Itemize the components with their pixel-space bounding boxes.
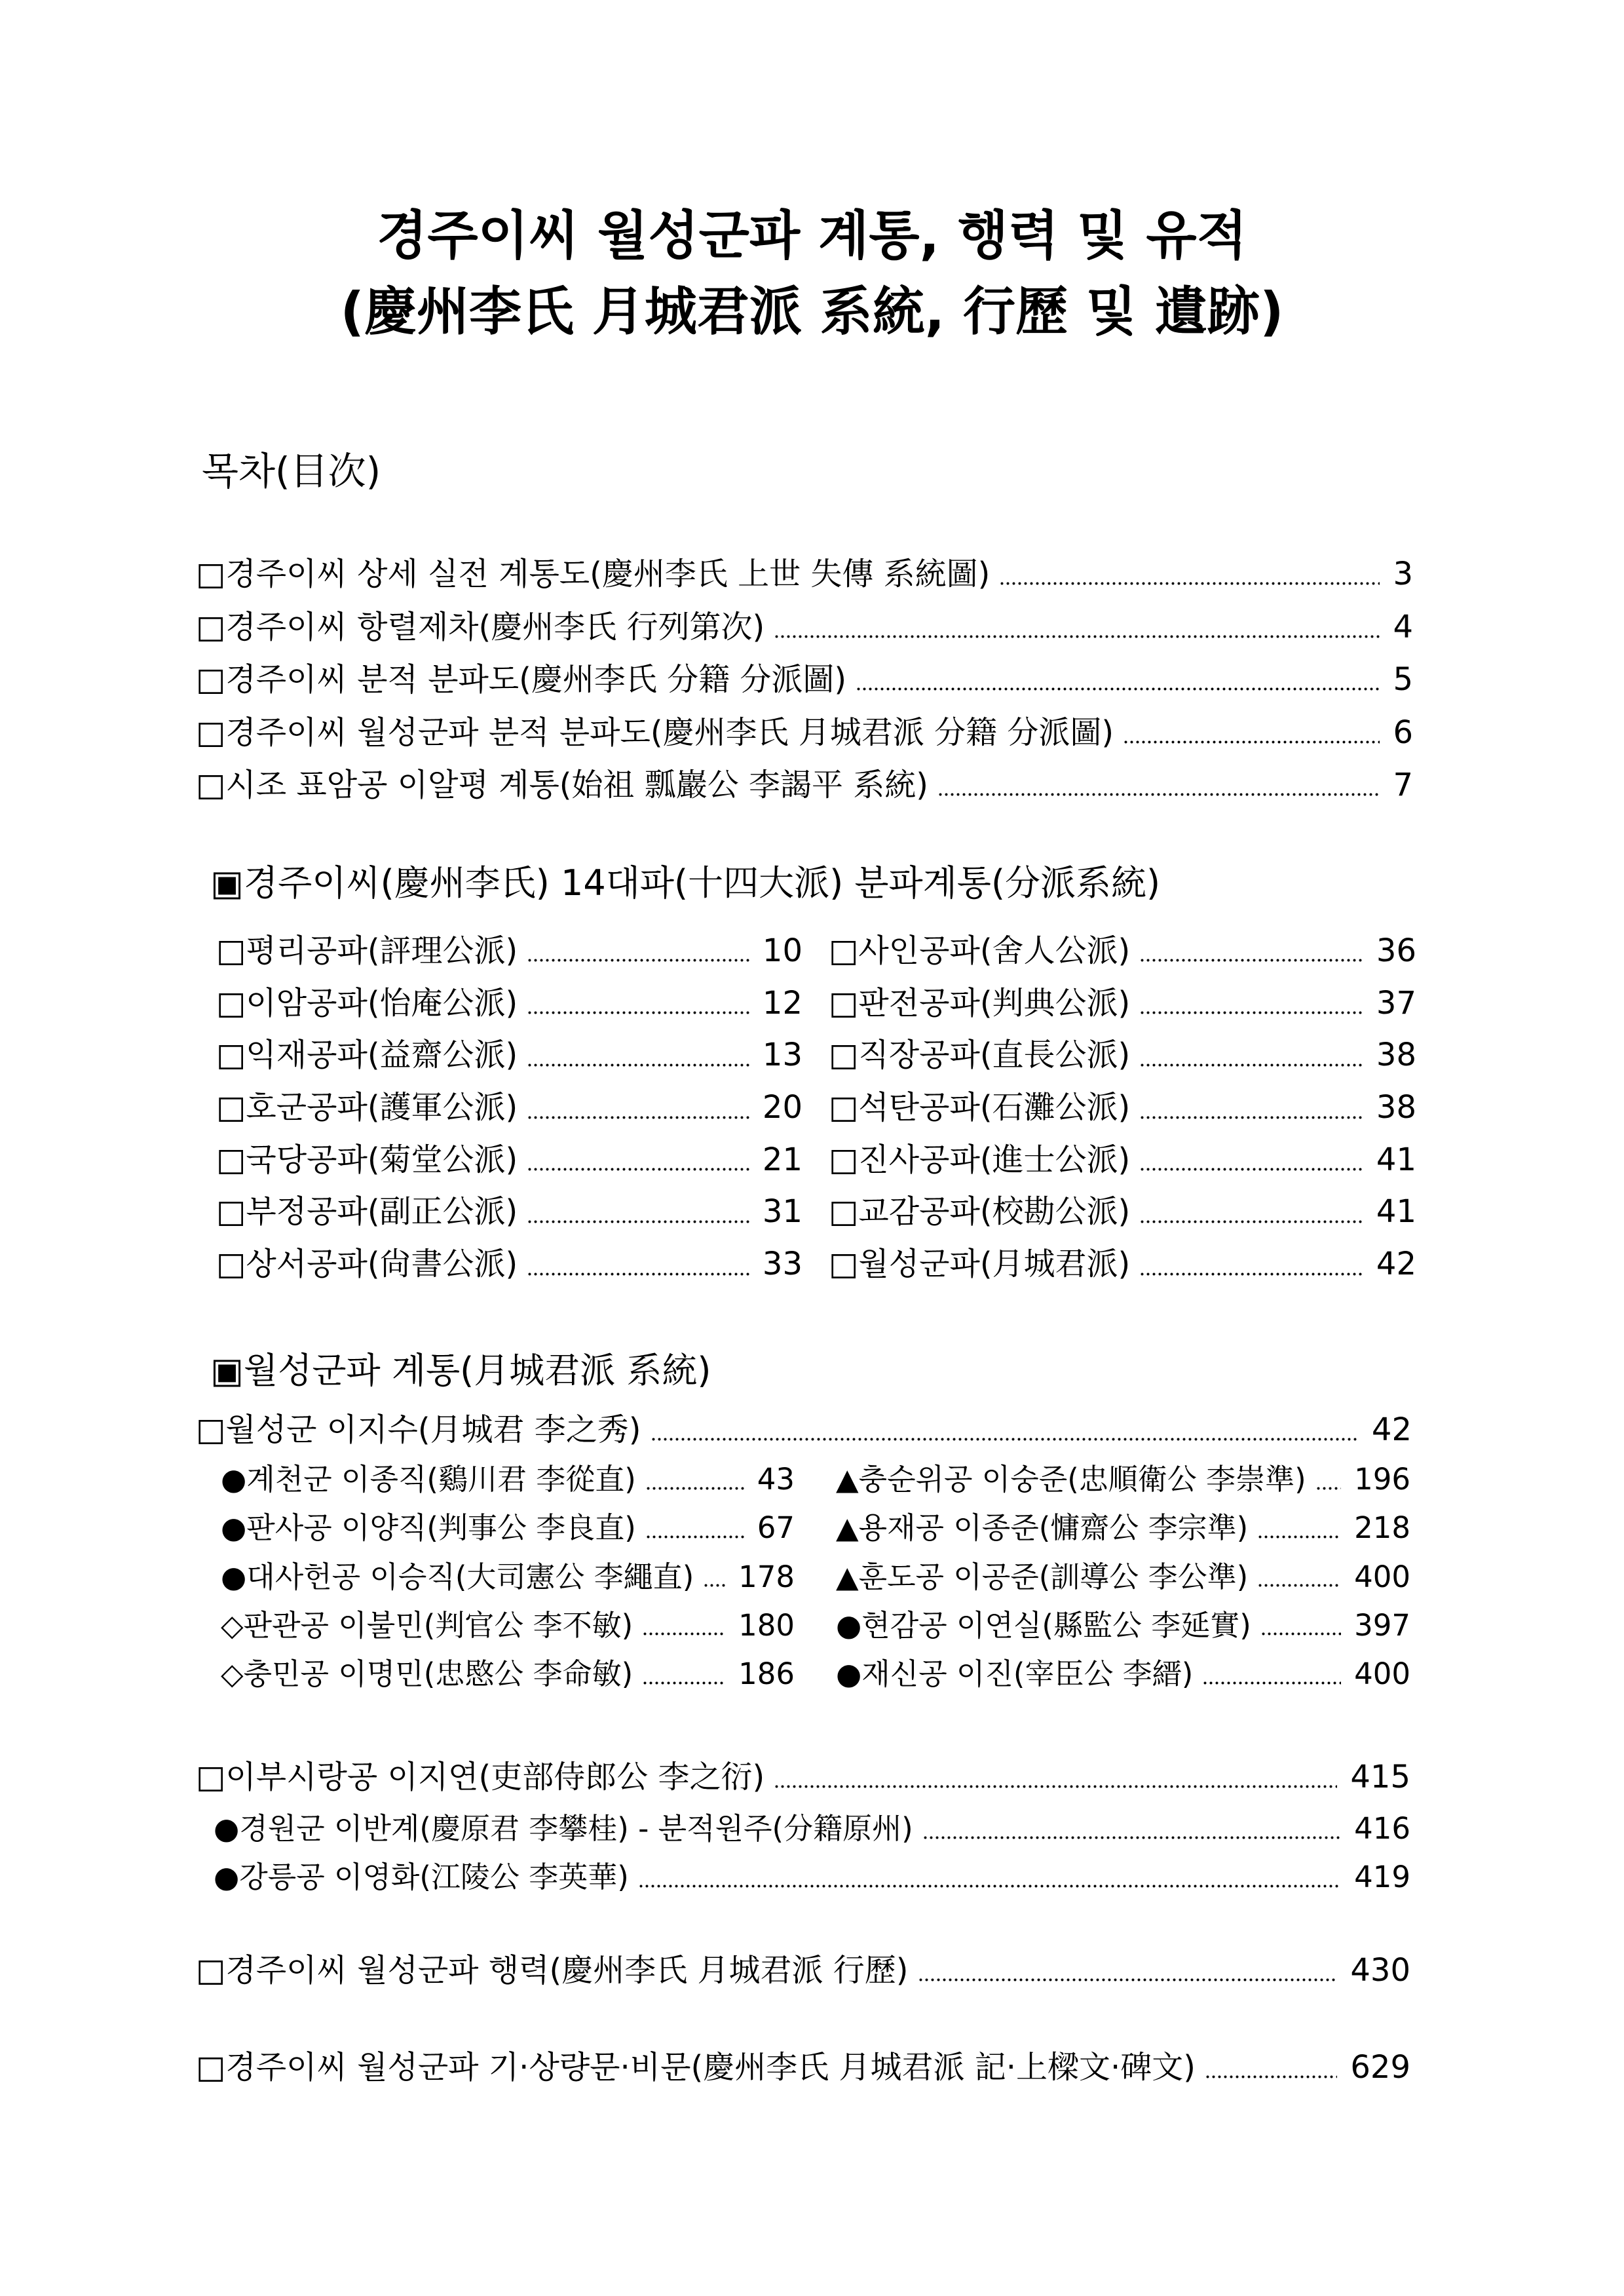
page-number: 13 xyxy=(762,1037,803,1074)
toc-entry xyxy=(829,1186,1416,1238)
toc-entry xyxy=(836,1504,1410,1552)
toc-entry-title: ◇충민공 이명민(忠愍公 李命敏) xyxy=(221,1656,633,1691)
page-number: 5 xyxy=(1393,661,1413,698)
toc-entry xyxy=(196,1751,1410,1803)
toc-entry xyxy=(836,1601,1410,1650)
closing-entry-inscriptions xyxy=(196,2041,1410,2094)
toc-entry-title: □사인공파(舍人公派) xyxy=(829,932,1131,969)
dot-leader xyxy=(937,759,1380,812)
toc-entry xyxy=(196,759,1413,812)
toc-entry-title: □상서공파(尙書公派) xyxy=(216,1246,518,1283)
toc-entry-title: ▲훈도공 이공준(訓導公 李公準) xyxy=(836,1559,1249,1594)
page-number: 38 xyxy=(1376,1037,1416,1074)
toc-entry-title: ●현감공 이연실(縣監公 李延實) xyxy=(836,1607,1251,1643)
dot-leader xyxy=(703,1553,725,1601)
title-hanja: (慶州李氏 月城君派 系統, 行歷 및 遺跡) xyxy=(340,281,1284,342)
dot-leader xyxy=(1315,1455,1341,1504)
dot-leader xyxy=(638,1853,1341,1902)
dot-leader xyxy=(527,1238,749,1291)
page-number: 180 xyxy=(738,1607,795,1643)
wolseong-root xyxy=(196,1404,1412,1456)
dot-leader xyxy=(645,1504,744,1552)
page-number: 629 xyxy=(1350,2049,1410,2086)
dot-leader xyxy=(642,1650,725,1698)
dot-leader xyxy=(1257,1504,1341,1552)
branch-list-left xyxy=(216,925,803,1291)
toc-entry xyxy=(216,925,803,978)
dot-leader xyxy=(1257,1553,1341,1601)
page-number: 42 xyxy=(1371,1411,1412,1448)
toc-entry xyxy=(216,1134,803,1187)
page-number: 4 xyxy=(1393,608,1413,645)
page-number: 196 xyxy=(1354,1462,1410,1497)
page-number: 3 xyxy=(1393,556,1413,592)
toc-entry-title: ●강릉공 이영화(江陵公 李英華) xyxy=(214,1860,629,1894)
dot-leader xyxy=(1139,1186,1363,1238)
dot-leader xyxy=(1139,1134,1363,1187)
dot-leader xyxy=(527,1186,749,1238)
ibu-children-list xyxy=(214,1805,1410,1902)
toc-entry xyxy=(196,1404,1412,1456)
branch-list-right xyxy=(829,925,1416,1291)
toc-entry-title: ▲충순위공 이숭준(忠順衛公 李崇準) xyxy=(836,1462,1306,1497)
dot-leader xyxy=(527,1029,749,1082)
toc-entry-title: ●경원군 이반계(慶原君 李攀桂) - 분적원주(分籍原州) xyxy=(214,1811,913,1846)
page-number: 33 xyxy=(762,1246,803,1283)
page-number: 400 xyxy=(1354,1656,1410,1691)
toc-entry xyxy=(214,1805,1410,1853)
page-number: 218 xyxy=(1354,1510,1410,1546)
toc-entry xyxy=(221,1601,795,1650)
page-number: 397 xyxy=(1354,1607,1410,1643)
dot-leader xyxy=(1139,1082,1363,1134)
toc-entry-title: ●판사공 이양직(判事公 李良直) xyxy=(221,1510,636,1546)
section-heading-wolseong: ▣월성군파 계통(月城君派 系統) xyxy=(210,1350,711,1391)
toc-entry-title: □진사공파(進士公派) xyxy=(829,1141,1131,1178)
toc-entry-title: □월성군 이지수(月城君 李之秀) xyxy=(196,1411,641,1448)
toc-entry xyxy=(221,1650,795,1698)
toc-entry xyxy=(216,1186,803,1238)
toc-entry-title: □익재공파(益齋公派) xyxy=(216,1037,518,1074)
dot-leader xyxy=(527,1082,749,1134)
toc-entry-title: □석탄공파(石灘公派) xyxy=(829,1089,1131,1126)
page-number: 38 xyxy=(1376,1089,1416,1126)
dot-leader xyxy=(1260,1601,1341,1650)
toc-entry-title: □경주이씨 상세 실전 계통도(慶州李氏 上世 失傳 系統圖) xyxy=(196,556,991,592)
toc-entry xyxy=(829,1029,1416,1082)
toc-entry-title: ●대사헌공 이승직(大司憲公 李繩直) xyxy=(221,1559,694,1594)
toc-entry-title: ●계천군 이종직(鷄川君 李從直) xyxy=(221,1462,636,1497)
toc-entry xyxy=(829,925,1416,978)
toc-entry-title: □교감공파(校勘公派) xyxy=(829,1193,1131,1231)
toc-entry-title: □직장공파(直長公派) xyxy=(829,1037,1131,1074)
dot-leader xyxy=(1205,2041,1337,2094)
toc-entry-title: □시조 표암공 이알평 계통(始祖 瓢巖公 李謁平 系統) xyxy=(196,767,929,803)
page-number: 41 xyxy=(1376,1193,1416,1231)
toc-entry xyxy=(221,1553,795,1601)
dot-leader xyxy=(774,601,1380,654)
toc-entry-title: □이부시랑공 이지연(吏部侍郎公 李之衍) xyxy=(196,1759,765,1795)
toc-heading: 목차(目次) xyxy=(202,449,381,493)
dot-leader xyxy=(527,978,749,1030)
dot-leader xyxy=(922,1805,1341,1853)
page-number: 42 xyxy=(1376,1246,1416,1283)
dot-leader xyxy=(645,1455,744,1504)
toc-entry-title: ●재신공 이진(宰臣公 李縉) xyxy=(836,1656,1194,1691)
page-number: 10 xyxy=(762,932,803,969)
toc-entry-title: ◇판관공 이불민(判官公 李不敏) xyxy=(221,1607,633,1643)
dot-leader xyxy=(856,653,1380,706)
toc-entry xyxy=(196,653,1413,706)
toc-entry xyxy=(216,1238,803,1291)
page-number: 6 xyxy=(1393,714,1413,751)
page-number: 37 xyxy=(1376,984,1416,1022)
toc-entry xyxy=(216,978,803,1030)
dot-leader xyxy=(1202,1650,1341,1698)
toc-entry-title: □호군공파(護軍公派) xyxy=(216,1089,518,1126)
toc-entry-title: □경주이씨 항렬제차(慶州李氏 行列第次) xyxy=(196,608,765,645)
dot-leader xyxy=(651,1404,1359,1456)
dot-leader xyxy=(642,1601,725,1650)
page-number: 43 xyxy=(757,1462,795,1497)
wolseong-list-left xyxy=(221,1455,795,1698)
page-number: 186 xyxy=(738,1656,795,1691)
toc-entry-title: □경주이씨 월성군파 행력(慶州李氏 月城君派 行歷) xyxy=(196,1952,909,1989)
dot-leader xyxy=(527,925,749,978)
page-number: 178 xyxy=(738,1559,795,1594)
toc-entry-title: □경주이씨 월성군파 분적 분파도(慶州李氏 月城君派 分籍 分派圖) xyxy=(196,714,1114,751)
page-number: 400 xyxy=(1354,1559,1410,1594)
toc-entry xyxy=(196,601,1413,654)
toc-entry-title: □평리공파(評理公派) xyxy=(216,932,518,969)
toc-entry xyxy=(216,1082,803,1134)
toc-entry xyxy=(196,706,1413,759)
dot-leader xyxy=(1139,1029,1363,1082)
toc-entry xyxy=(836,1553,1410,1601)
page-number: 419 xyxy=(1354,1860,1410,1894)
toc-entry xyxy=(214,1853,1410,1902)
toc-entry xyxy=(836,1650,1410,1698)
page-number: 430 xyxy=(1350,1952,1410,1989)
toc-entry xyxy=(829,978,1416,1030)
dot-leader xyxy=(999,548,1380,601)
toc-entry xyxy=(829,1134,1416,1187)
toc-entry xyxy=(216,1029,803,1082)
toc-entry xyxy=(829,1238,1416,1291)
dot-leader xyxy=(1139,978,1363,1030)
toc-entry xyxy=(829,1082,1416,1134)
closing-entry-history xyxy=(196,1944,1410,1997)
section-heading-branches: ▣경주이씨(慶州李氏) 14대파(十四大派) 분파계통(分派系統) xyxy=(210,862,1161,904)
page-number: 31 xyxy=(762,1193,803,1231)
dot-leader xyxy=(1139,925,1363,978)
wolseong-list-right xyxy=(836,1455,1410,1698)
page-number: 21 xyxy=(762,1141,803,1178)
page-number: 41 xyxy=(1376,1141,1416,1178)
page-number: 12 xyxy=(762,984,803,1022)
page-number: 7 xyxy=(1393,767,1413,803)
page-number: 416 xyxy=(1354,1811,1410,1846)
toc-entry xyxy=(196,548,1413,601)
page-number: 36 xyxy=(1376,932,1416,969)
toc-entry xyxy=(221,1504,795,1552)
toc-entry-title: □이암공파(怡庵公派) xyxy=(216,984,518,1022)
toc-entry xyxy=(196,1944,1410,1997)
page-number: 67 xyxy=(757,1510,795,1546)
toc-entry-title: □경주이씨 분적 분파도(慶州李氏 分籍 分派圖) xyxy=(196,661,847,698)
dot-leader xyxy=(918,1944,1338,1997)
dot-leader xyxy=(774,1751,1337,1803)
toc-entry-title: ▲용재공 이종준(慵齋公 李宗準) xyxy=(836,1510,1249,1546)
toc-entry xyxy=(836,1455,1410,1504)
toc-entry-title: □판전공파(判典公派) xyxy=(829,984,1131,1022)
toc-entry-title: □부정공파(副正公派) xyxy=(216,1193,518,1231)
toc-entry-title: □월성군파(月城君派) xyxy=(829,1246,1131,1283)
dot-leader xyxy=(1123,706,1380,759)
title-korean: 경주이씨 월성군파 계통, 행력 및 유적 xyxy=(377,205,1247,266)
page-number: 415 xyxy=(1350,1759,1410,1795)
ibu-root xyxy=(196,1751,1410,1803)
dot-leader xyxy=(527,1134,749,1187)
document-title xyxy=(0,198,1624,350)
toc-entry-title: □경주이씨 월성군파 기·상량문·비문(慶州李氏 月城君派 記·上樑文·碑文) xyxy=(196,2049,1196,2086)
toc-intro-list xyxy=(196,548,1413,812)
toc-entry xyxy=(196,2041,1410,2094)
toc-entry xyxy=(221,1455,795,1504)
page-number: 20 xyxy=(762,1089,803,1126)
dot-leader xyxy=(1139,1238,1363,1291)
toc-entry-title: □국당공파(菊堂公派) xyxy=(216,1141,518,1178)
